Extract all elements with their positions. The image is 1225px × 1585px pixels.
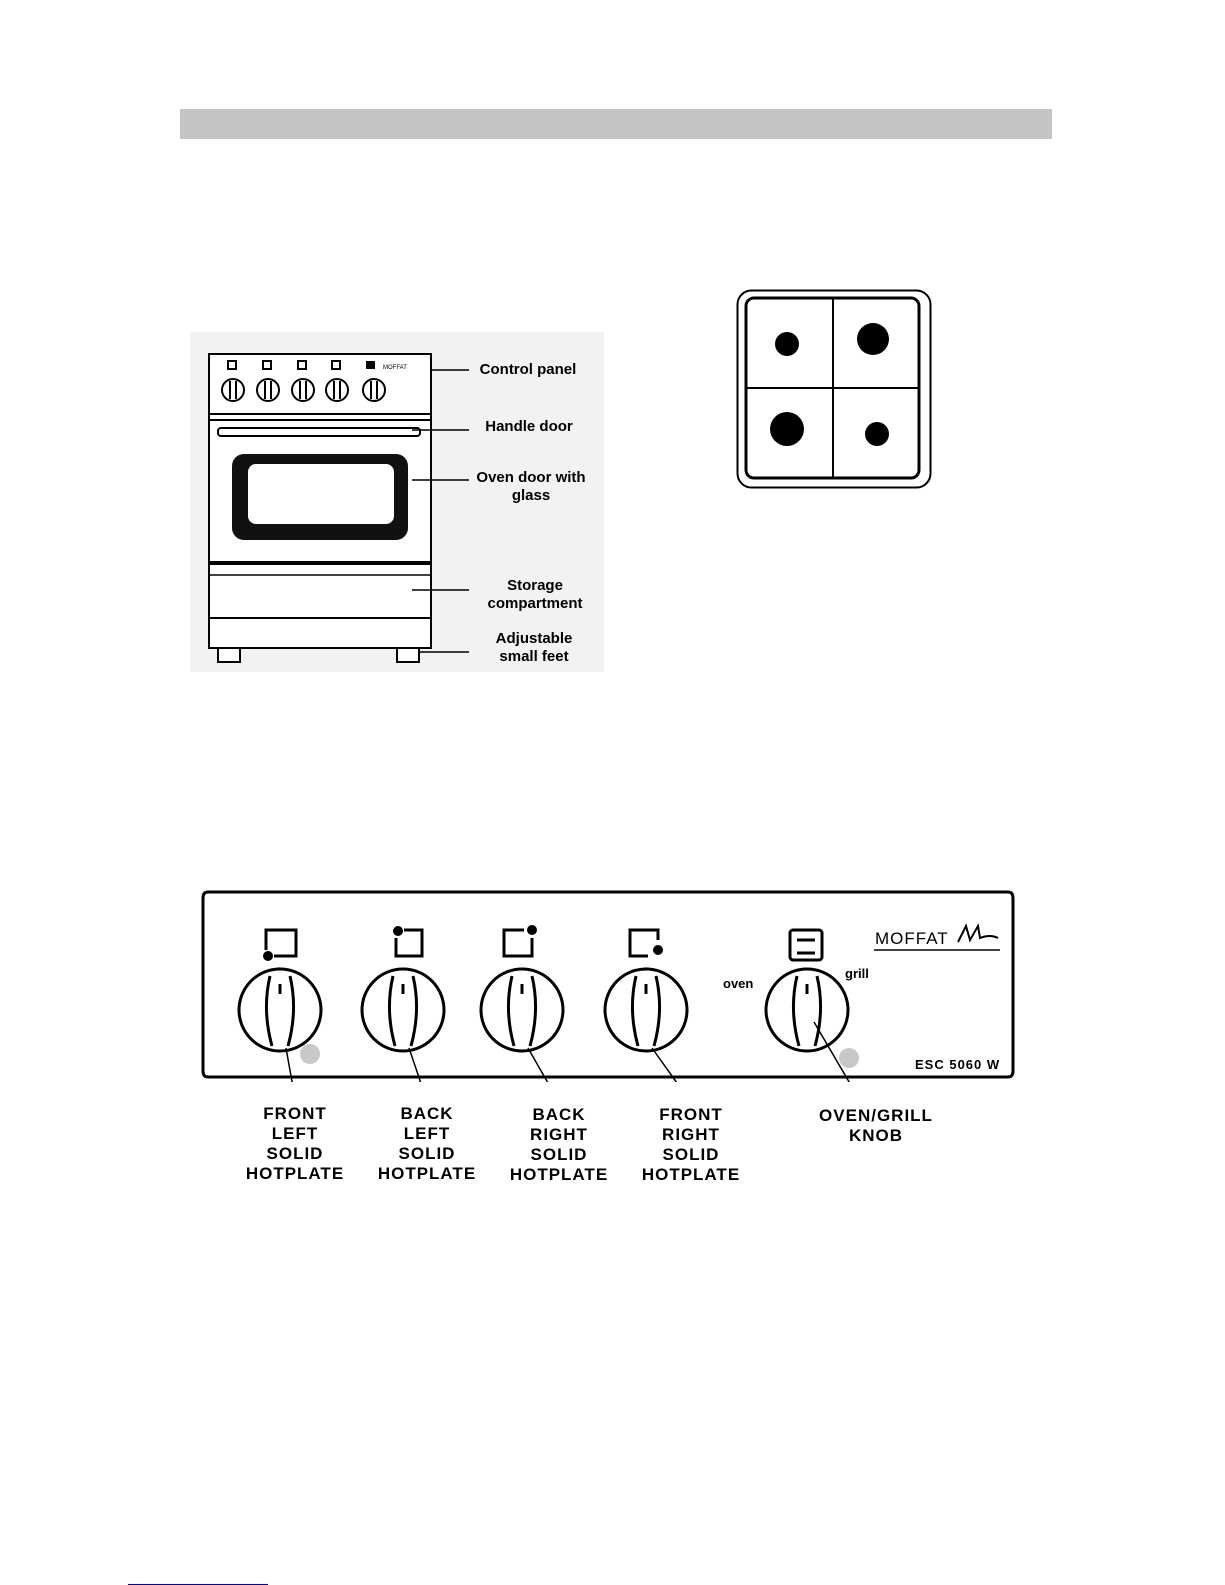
grill-label: grill <box>845 966 869 981</box>
knob-label-4: FRONT RIGHT SOLID HOTPLATE <box>641 1105 741 1184</box>
brand-name: MOFFAT <box>875 929 949 948</box>
knob-label-3: BACK RIGHT SOLID HOTPLATE <box>509 1105 609 1184</box>
feet-label-line1: Adjustable <box>495 630 573 647</box>
storage-label-line2: compartment <box>487 595 583 612</box>
knob-2 <box>362 969 444 1051</box>
knob-label-5: OVEN/GRILL KNOB <box>819 1106 933 1145</box>
handle-door-label: Handle door <box>485 418 573 435</box>
section-header-bar <box>180 109 1052 139</box>
knob-5 <box>766 969 848 1051</box>
control-panel-diagram <box>200 886 1016 1082</box>
hob-layout-diagram <box>736 289 932 489</box>
control-panel-label: Control panel <box>479 361 577 378</box>
knob-label-1: FRONT LEFT SOLID HOTPLATE <box>245 1104 345 1183</box>
oven-door-label-line2: glass <box>511 487 551 504</box>
storage-label-line1: Storage <box>507 577 563 594</box>
oven-door-label-line1: Oven door with <box>476 469 586 486</box>
hob-plate-back-left <box>775 332 799 356</box>
hob-plate-front-left <box>770 412 804 446</box>
hob-plate-front-right <box>865 422 889 446</box>
knob-label-2: BACK LEFT SOLID HOTPLATE <box>377 1104 477 1183</box>
svg-text:MOFFAT: MOFFAT <box>383 365 407 371</box>
feet-label-line2: small feet <box>499 648 569 665</box>
knob-3 <box>481 969 563 1051</box>
hob-plate-back-right <box>857 323 889 355</box>
knob-1 <box>239 969 321 1051</box>
oven-label: oven <box>723 976 754 991</box>
knob-4 <box>605 969 687 1051</box>
model-number: ESC 5060 W <box>915 1057 1001 1072</box>
